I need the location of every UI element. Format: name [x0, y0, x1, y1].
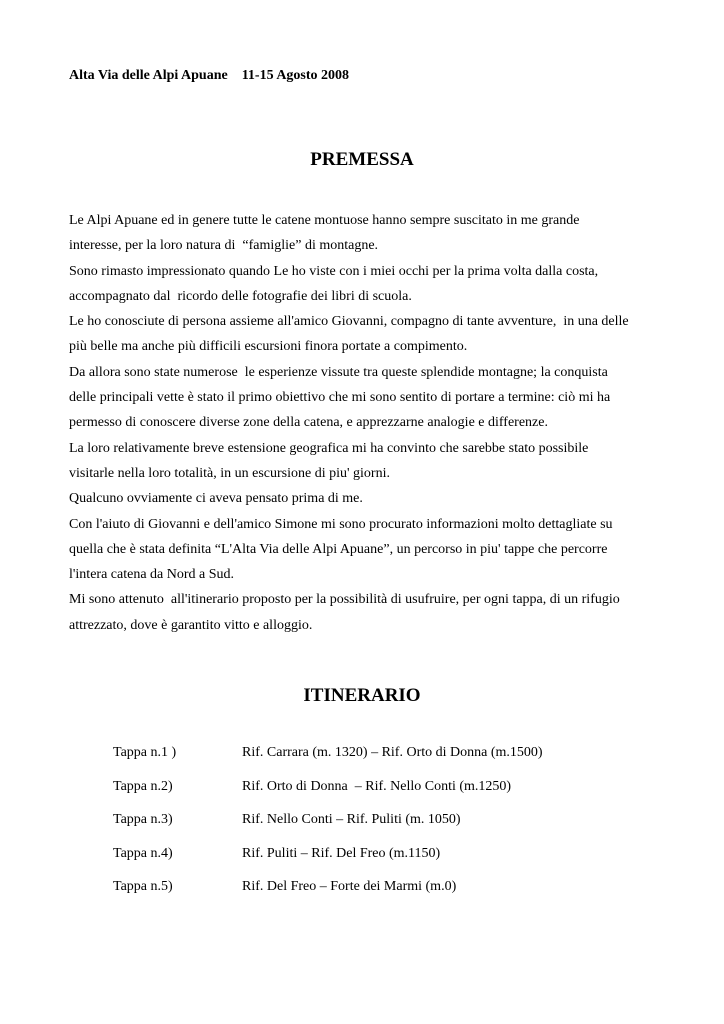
paragraph-line: delle principali vette è stato il primo obiettivo che mi sono sentito di portare a termine: ciò mi ha	[69, 390, 611, 406]
stage-row	[113, 810, 673, 844]
paragraph-line: quella che è stata definita “L'Alta Via delle Alpi Apuane”, un percorso in piu' tappe che percorre	[69, 541, 608, 557]
stage-label: Tappa n.5)	[113, 879, 173, 895]
paragraph-line: Le Alpi Apuane ed in genere tutte le catene montuose hanno sempre suscitato in me grande	[69, 213, 580, 228]
paragraph-line: Qualcuno ovviamente ci aveva pensato prima di me.	[69, 491, 363, 507]
paragraph-line: Sono rimasto impressionato quando Le ho viste con i miei occhi per la prima volta dalla costa,	[69, 263, 599, 279]
paragraph-line: Mi sono attenuto all'itinerario proposto per la possibilità di usufruire, per ogni tappa, di un rifugio	[69, 592, 620, 608]
itinerario-heading: ITINERARIO	[303, 685, 421, 706]
paragraph-line: accompagnato dal ricordo delle fotografie dei libri di scuola.	[69, 288, 412, 304]
document-header: Alta Via delle Alpi Apuane 11-15 Agosto 2008	[69, 68, 350, 83]
paragraph-line: Le ho conosciute di persona assieme all'amico Giovanni, compagno di tante avventure, in una delle	[69, 314, 629, 330]
paragraph-line: più belle ma anche più difficili escursioni finora portate a compimento.	[69, 339, 468, 355]
paragraph-line: interesse, per la loro natura di “famiglie” di montagne.	[69, 238, 379, 254]
stage-label: Tappa n.1 )	[113, 745, 177, 760]
paragraph-line: attrezzato, dove è garantito vitto e alloggio.	[69, 617, 313, 633]
stage-route: Rif. Nello Conti – Rif. Puliti (m. 1050)	[242, 812, 461, 828]
paragraph-line: Da allora sono state numerose le esperienze vissute tra queste splendide montagne; la conquista	[69, 364, 608, 380]
stage-route: Rif. Carrara (m. 1320) – Rif. Orto di Donna (m.1500)	[242, 745, 543, 760]
stage-route: Rif. Puliti – Rif. Del Freo (m.1150)	[242, 845, 441, 861]
premessa-heading: PREMESSA	[310, 149, 414, 170]
paragraph-line: l'intera catena da Nord a Sud.	[69, 567, 235, 583]
stage-route: Rif. Orto di Donna – Rif. Nello Conti (m.1250)	[242, 778, 512, 794]
paragraph-line: La loro relativamente breve estensione geografica mi ha convinto che sarebbe stato possibile	[69, 440, 589, 456]
stage-label: Tappa n.3)	[113, 812, 173, 828]
stage-row	[113, 844, 673, 878]
premessa-body	[69, 208, 669, 638]
stage-route: Rif. Del Freo – Forte dei Marmi (m.0)	[242, 879, 457, 895]
stage-label: Tappa n.2)	[113, 778, 173, 794]
paragraph-line: permesso di conoscere diverse zone della catena, e apprezzarne analogie e differenze.	[69, 415, 548, 431]
stage-row	[113, 743, 673, 777]
stage-row	[113, 777, 673, 811]
stage-label: Tappa n.4)	[113, 845, 173, 861]
stage-row	[113, 877, 673, 911]
itinerary-list	[113, 743, 673, 911]
paragraph-line: Con l'aiuto di Giovanni e dell'amico Simone mi sono procurato informazioni molto dettagliate su	[69, 516, 613, 532]
paragraph-line: visitarle nella loro totalità, in un escursione di piu' giorni.	[69, 465, 390, 481]
